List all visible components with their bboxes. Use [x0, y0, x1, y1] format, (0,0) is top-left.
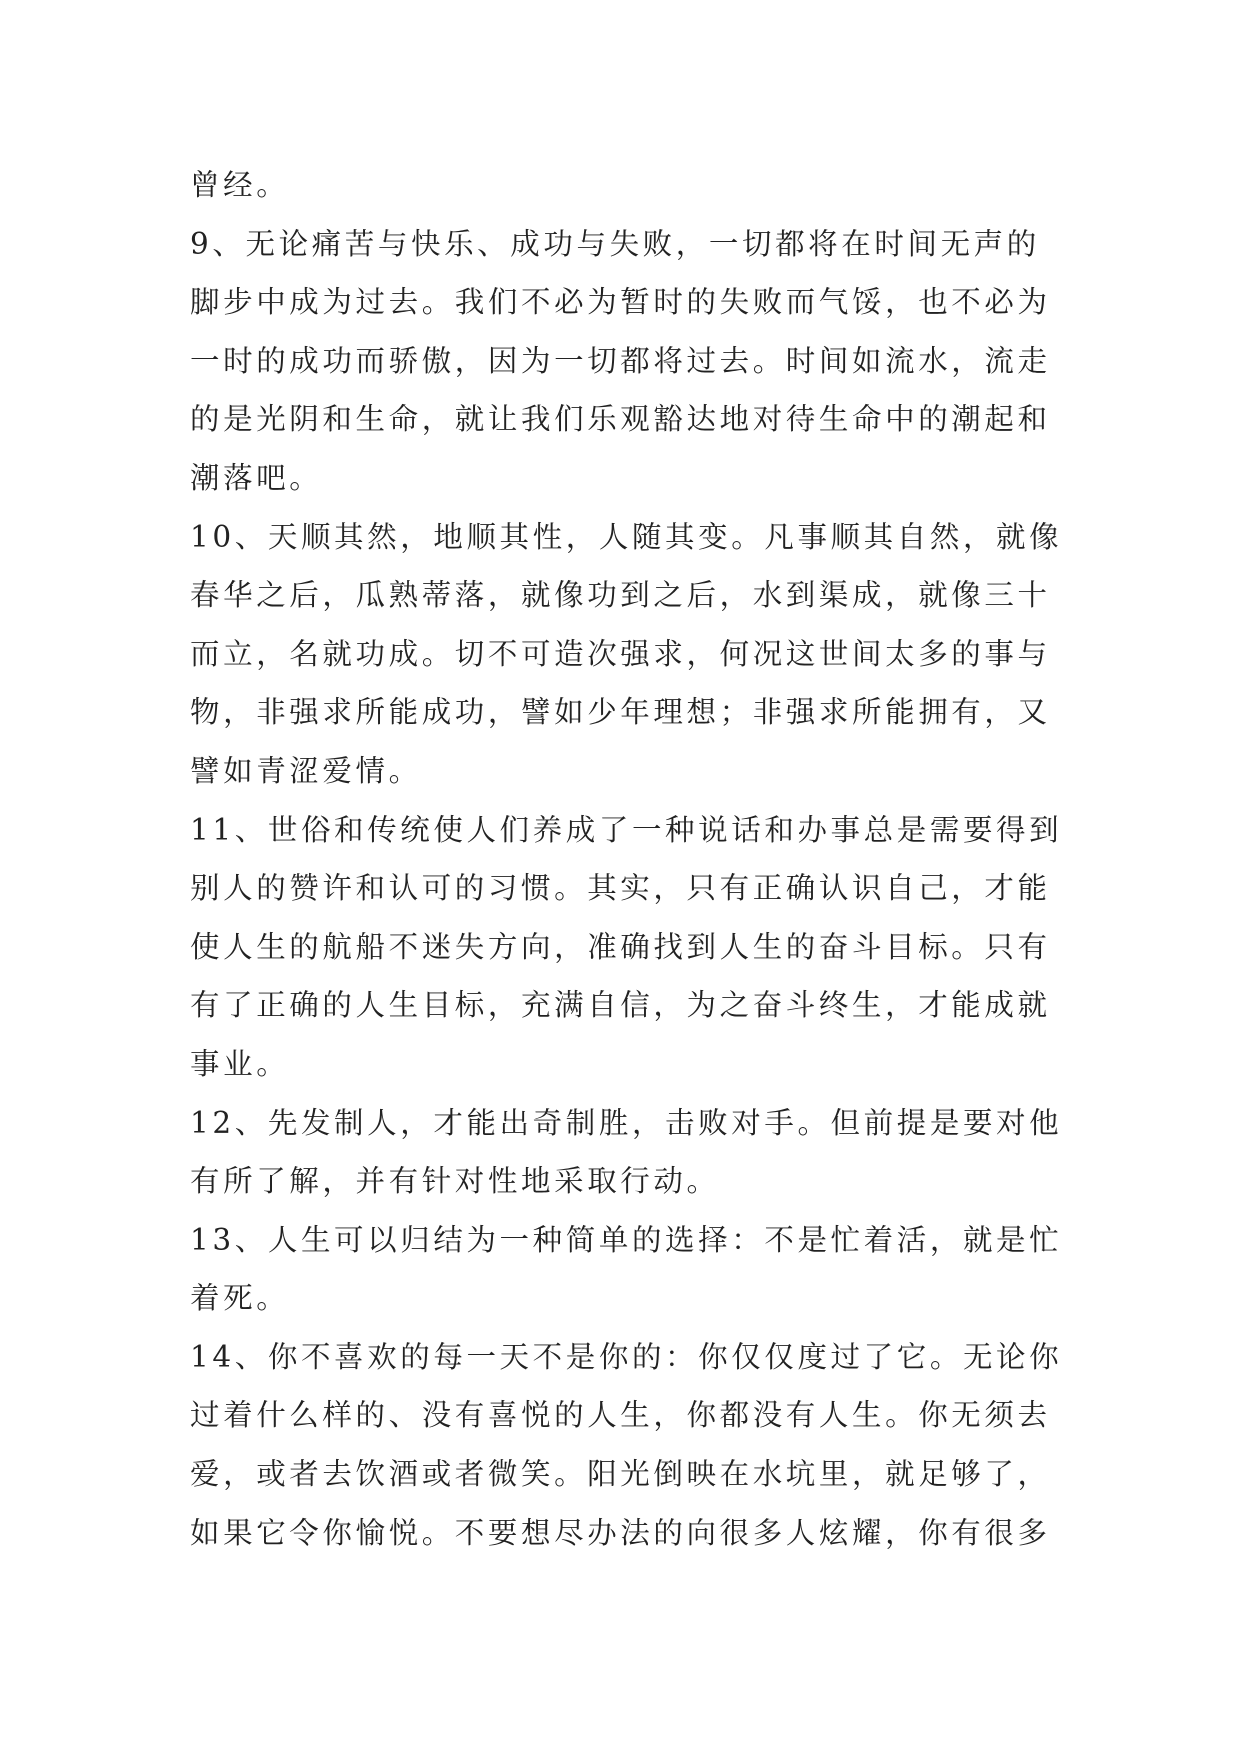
- text-line: 一时的成功而骄傲，因为一切都将过去。时间如流水，流走: [190, 343, 1051, 378]
- text-line: 而立，名就功成。切不可造次强求，何况这世间太多的事与: [190, 636, 1051, 671]
- text-line: 10、天顺其然，地顺其性，人随其变。凡事顺其自然，就像: [190, 519, 1063, 554]
- text-line: 有所了解，并有针对性地采取行动。: [190, 1164, 720, 1199]
- text-line: 曾经。: [190, 168, 290, 202]
- text-line: 9、无论痛苦与快乐、成功与失败，一切都将在时间无声的: [190, 226, 1040, 261]
- document-body: [190, 156, 1070, 1562]
- text-line: 使人生的航船不迷失方向，准确找到人生的奋斗目标。只有: [190, 929, 1051, 964]
- text-line: 13、人生可以归结为一种简单的选择：不是忙着活，就是忙: [190, 1222, 1063, 1257]
- text-line: 的是光阴和生命，就让我们乐观豁达地对待生命中的潮起和: [190, 402, 1051, 437]
- text-line: 潮落吧。: [190, 460, 323, 495]
- text-line: 别人的赞许和认可的习惯。其实，只有正确认识自己，才能: [190, 871, 1051, 906]
- text-line: 如果它令你愉悦。不要想尽办法的向很多人炫耀，你有很多: [190, 1515, 1051, 1550]
- text-line: 着死。: [190, 1281, 290, 1316]
- text-line: 物，非强求所能成功，譬如少年理想；非强求所能拥有，又: [190, 695, 1051, 730]
- text-line: 14、你不喜欢的每一天不是你的：你仅仅度过了它。无论你: [190, 1339, 1063, 1374]
- text-line: 过着什么样的、没有喜悦的人生，你都没有人生。你无须去: [190, 1398, 1051, 1433]
- text-line: 爱，或者去饮酒或者微笑。阳光倒映在水坑里，就足够了，: [190, 1457, 1051, 1492]
- text-line: 事业。: [190, 1046, 290, 1081]
- text-line: 有了正确的人生目标，充满自信，为之奋斗终生，才能成就: [190, 988, 1051, 1023]
- text-line: 春华之后，瓜熟蒂落，就像功到之后，水到渠成，就像三十: [190, 578, 1051, 613]
- text-line: 11、世俗和传统使人们养成了一种说话和办事总是需要得到: [190, 812, 1063, 847]
- text-line: 譬如青涩爱情。: [190, 753, 422, 788]
- text-line: 12、先发制人，才能出奇制胜，击败对手。但前提是要对他: [190, 1105, 1063, 1140]
- text-line: 脚步中成为过去。我们不必为暂时的失败而气馁，也不必为: [190, 285, 1051, 320]
